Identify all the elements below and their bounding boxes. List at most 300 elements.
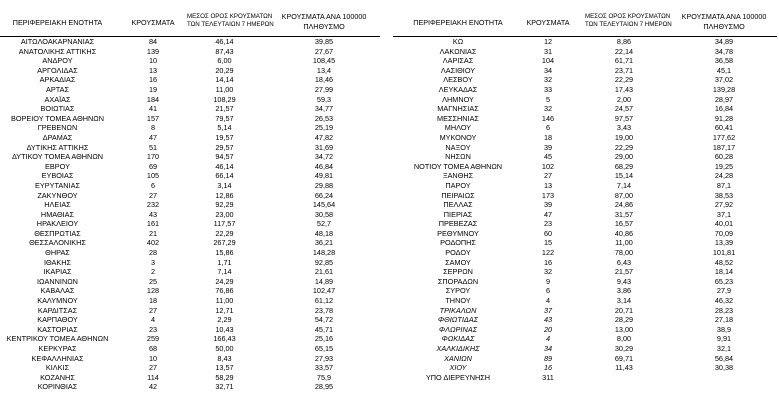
region-cell: ΑΡΓΟΛΙΔΑΣ xyxy=(37,65,78,75)
cases-cell: 104 xyxy=(541,56,555,66)
cases-cell: 28 xyxy=(148,248,158,258)
per-100k-cell: 92,85 xyxy=(314,257,334,267)
cases-cell: 146 xyxy=(541,113,555,123)
per-100k-cell: 34,78 xyxy=(714,46,734,56)
per-100k-cell: 65,15 xyxy=(314,344,334,353)
mean-cell: 30,29 xyxy=(614,344,634,353)
cases-cell: 6 xyxy=(545,286,551,296)
region-cell: ΙΩΑΝΝΙΝΩΝ xyxy=(37,276,78,286)
mean-cell: 12,71 xyxy=(215,305,234,315)
region-cell: ΥΠΟ ΔΙΕΡΕΥΝΗΣΗ xyxy=(425,372,491,382)
mean-cell: 3,43 xyxy=(616,123,632,133)
region-cell: ΡΟΔΟΠΗΣ xyxy=(440,238,476,248)
region-cell: ΘΕΣΠΡΩΤΙΑΣ xyxy=(34,228,81,238)
cases-cell: 122 xyxy=(541,248,555,258)
region-cell: ΤΡΙΚΑΛΩΝ xyxy=(439,305,477,315)
per-100k-cell: 177,62 xyxy=(712,132,736,142)
region-cell: ΜΗΛΟΥ xyxy=(444,123,472,133)
cases-cell: 27 xyxy=(148,305,158,315)
cases-cell: 60 xyxy=(543,228,553,238)
mean-cell: 50,00 xyxy=(215,344,234,353)
per-100k-cell: 27,99 xyxy=(314,84,334,94)
per-100k-cell: 56,84 xyxy=(714,353,734,363)
region-cell: ΡΟΔΟΥ xyxy=(445,248,471,258)
cases-cell: 105 xyxy=(146,171,160,181)
mean-cell: 22,29 xyxy=(215,228,234,238)
mean-cell: 32,71 xyxy=(215,382,234,392)
cases-cell: 27 xyxy=(148,363,158,373)
cases-cell: 39 xyxy=(543,200,553,210)
per-100k-cell: 65,23 xyxy=(714,276,734,286)
cases-cell: 23 xyxy=(148,324,158,334)
cases-cell: 21 xyxy=(148,228,158,238)
mean-cell: 87,00 xyxy=(614,190,634,200)
per-100k-cell: 37,02 xyxy=(714,75,734,85)
cases-cell: 43 xyxy=(148,209,158,219)
header-mean-line1: ΜΕΣΟΣ ΟΡΟΣ ΚΡΟΥΣΜΑΤΩΝ xyxy=(187,13,273,20)
cases-cell: 68 xyxy=(148,344,158,353)
mean-cell: 69,71 xyxy=(614,353,634,363)
header-region: ΠΕΡΙΦΕΡΕΙΑΚΗ ΕΝΟΤΗΤΑ xyxy=(12,18,103,27)
mean-cell: 61,71 xyxy=(614,56,634,66)
region-cell: ΣΠΟΡΑΔΩΝ xyxy=(437,276,479,286)
region-cell: ΠΙΕΡΙΑΣ xyxy=(443,209,473,219)
per-100k-cell: 87,1 xyxy=(716,180,732,190)
mean-cell: 8,00 xyxy=(616,334,632,344)
per-100k-cell: 61,12 xyxy=(314,296,334,306)
per-100k-cell: 187,17 xyxy=(712,142,736,152)
mean-cell: 22,29 xyxy=(614,75,634,85)
header-per-100k xyxy=(671,12,777,32)
region-cell: ΛΑΚΩΝΙΑΣ xyxy=(439,46,477,56)
region-cell: ΓΡΕΒΕΝΩΝ xyxy=(37,123,78,133)
per-100k-cell: 19,25 xyxy=(714,161,734,171)
per-100k-cell: 45,1 xyxy=(716,65,732,75)
per-100k-cell: 102,47 xyxy=(312,286,336,296)
mean-cell: 29,57 xyxy=(215,142,234,152)
mean-cell: 68,29 xyxy=(614,161,634,171)
per-100k-cell: 70,09 xyxy=(714,228,734,238)
cases-cell: 311 xyxy=(542,372,554,382)
region-cell: ΛΕΥΚΑΔΑΣ xyxy=(438,84,478,94)
region-cell: ΦΩΚΙΔΑΣ xyxy=(441,334,475,344)
per-100k-cell: 39,85 xyxy=(314,37,334,46)
cases-cell: 4 xyxy=(545,296,551,306)
cases-cell: 161 xyxy=(146,219,160,229)
header-mean xyxy=(187,13,274,29)
mean-cell: 11,00 xyxy=(215,84,234,94)
cases-cell: 8 xyxy=(150,123,156,133)
mean-cell: 79,57 xyxy=(215,113,234,123)
mean-cell: 66,14 xyxy=(215,171,234,181)
mean-cell: 108,29 xyxy=(213,94,236,104)
per-100k-cell: 18,14 xyxy=(714,267,734,277)
region-cell: ΚΑΡΠΑΘΟΥ xyxy=(37,315,78,325)
per-100k-cell: 24,28 xyxy=(714,171,734,181)
cases-cell: 5 xyxy=(545,94,551,104)
header-mean-line2: ΤΩΝ ΤΕΛΕΥΤΑΙΩΝ 7 ΗΜΕΡΩΝ xyxy=(585,21,672,28)
per-100k-cell: 66,24 xyxy=(314,190,334,200)
cases-cell: 15 xyxy=(543,238,553,248)
cases-cell: 32 xyxy=(543,104,553,114)
mean-cell: 2,29 xyxy=(217,315,232,325)
region-cell: ΚΕΦΑΛΛΗΝΙΑΣ xyxy=(31,353,84,363)
region-cell: ΠΡΕΒΕΖΑΣ xyxy=(438,219,478,229)
mean-cell: 22,29 xyxy=(614,142,634,152)
region-cell: ΑΝΑΤΟΛΙΚΗΣ ΑΤΤΙΚΗΣ xyxy=(18,46,97,56)
header-cases: ΚΡΟΥΣΜΑΤΑ xyxy=(131,18,175,27)
cases-cell: 6 xyxy=(150,180,156,190)
mean-cell: 21,57 xyxy=(215,104,234,114)
cases-cell: 170 xyxy=(146,152,160,162)
per-100k-cell: 108,45 xyxy=(312,56,336,66)
cases-cell: 232 xyxy=(146,200,160,210)
per-100k-cell: 36,21 xyxy=(314,238,334,248)
region-cell: ΗΜΑΘΙΑΣ xyxy=(40,209,75,219)
per-100k-cell: 25,19 xyxy=(314,123,334,133)
cases-cell: 34 xyxy=(543,65,553,75)
region-cell: ΛΗΜΝΟΥ xyxy=(442,94,474,104)
cases-cell: 10 xyxy=(148,353,158,363)
cases-cell: 69 xyxy=(148,161,158,171)
cases-cell: 16 xyxy=(543,257,553,267)
region-cell: ΕΒΡΟΥ xyxy=(45,161,70,171)
per-100k-cell: 38,9 xyxy=(716,324,732,334)
mean-cell: 19,57 xyxy=(215,132,234,142)
per-100k-cell: 27,9 xyxy=(716,286,732,296)
mean-cell: 7,14 xyxy=(616,180,632,190)
mean-cell: 46,14 xyxy=(215,161,234,171)
mean-cell: 92,29 xyxy=(215,200,234,210)
per-100k-cell: 38,53 xyxy=(714,190,734,200)
region-cell: ΝΑΞΟΥ xyxy=(445,142,471,152)
region-cell: ΚΩ xyxy=(452,37,464,46)
mean-cell: 11,00 xyxy=(215,296,234,306)
mean-cell: 9,43 xyxy=(616,276,632,286)
mean-cell: 15,86 xyxy=(215,248,234,258)
per-100k-cell: 16,84 xyxy=(714,104,734,114)
region-cell: ΤΗΝΟΥ xyxy=(445,296,471,306)
per-100k-cell: 32,1 xyxy=(716,344,732,353)
region-cell: ΜΥΚΟΝΟΥ xyxy=(439,132,477,142)
region-cell: ΣΥΡΟΥ xyxy=(445,286,471,296)
mean-cell: 267,29 xyxy=(213,238,236,248)
cases-cell: 84 xyxy=(148,37,158,46)
header-per-100k xyxy=(268,12,380,32)
region-cell: ΚΕΡΚΥΡΑΣ xyxy=(38,344,77,353)
region-cell: ΙΚΑΡΙΑΣ xyxy=(43,267,72,277)
header-per-line1: ΚΡΟΥΣΜΑΤΑ ΑΝΑ 100000 xyxy=(681,12,767,21)
mean-cell: 28,29 xyxy=(614,315,634,325)
per-100k-cell: 145,64 xyxy=(312,200,336,210)
cases-cell: 32 xyxy=(543,75,553,85)
mean-cell: 13,00 xyxy=(614,324,634,334)
cases-cell: 51 xyxy=(148,142,158,152)
cases-cell: 20 xyxy=(543,324,553,334)
cases-cell: 27 xyxy=(148,190,158,200)
per-100k-cell: 139,28 xyxy=(712,84,736,94)
per-100k-cell: 18,46 xyxy=(314,75,334,85)
region-cell: ΔΥΤΙΚΟΥ ΤΟΜΕΑ ΑΘΗΝΩΝ xyxy=(11,152,104,162)
cases-cell: 19 xyxy=(148,84,158,94)
cases-cell: 18 xyxy=(148,296,158,306)
per-100k-cell: 13,4 xyxy=(316,65,332,75)
region-cell: ΚΙΛΚΙΣ xyxy=(45,363,70,373)
header-mean-line2: ΤΩΝ ΤΕΛΕΥΤΑΙΩΝ 7 ΗΜΕΡΩΝ xyxy=(187,21,274,28)
per-100k-cell: 60,28 xyxy=(714,152,734,162)
region-cell: ΚΕΝΤΡΙΚΟΥ ΤΟΜΕΑ ΑΘΗΝΩΝ xyxy=(6,334,109,344)
per-100k-cell: 34,72 xyxy=(314,152,334,162)
mean-cell: 23,00 xyxy=(215,209,234,219)
per-100k-cell: 30,38 xyxy=(714,363,734,373)
region-cell: ΝΗΣΩΝ xyxy=(445,152,471,162)
mean-cell: 29,00 xyxy=(614,152,634,162)
cases-cell: 2 xyxy=(150,267,156,277)
mean-cell: 40,86 xyxy=(614,228,634,238)
mean-cell: 13,57 xyxy=(215,363,234,373)
cases-cell: 114 xyxy=(147,372,159,382)
region-cell: ΚΟΡΙΝΘΙΑΣ xyxy=(37,382,78,392)
cases-cell: 32 xyxy=(543,267,553,277)
region-cell: ΣΕΡΡΩΝ xyxy=(443,267,473,277)
header-per-line2: ΠΛΗΘΥΣΜΟ xyxy=(703,22,745,31)
per-100k-cell: 25,16 xyxy=(314,334,334,344)
per-100k-cell: 31,69 xyxy=(314,142,334,152)
per-100k-cell: 40,01 xyxy=(714,219,734,229)
per-100k-cell: 36,58 xyxy=(714,56,734,66)
cases-cell: 139 xyxy=(146,46,160,56)
mean-cell: 8,86 xyxy=(616,37,632,46)
cases-cell: 128 xyxy=(146,286,160,296)
per-100k-cell: 28,95 xyxy=(314,382,334,392)
cases-cell: 25 xyxy=(148,276,158,286)
mean-cell: 46,14 xyxy=(215,37,234,46)
cases-cell: 13 xyxy=(543,180,553,190)
region-cell: ΘΗΡΑΣ xyxy=(45,248,70,258)
cases-cell: 33 xyxy=(543,84,553,94)
per-100k-cell: 34,77 xyxy=(314,104,334,114)
region-cell: ΒΟΡΕΙΟΥ ΤΟΜΕΑ ΑΘΗΝΩΝ xyxy=(10,113,105,123)
mean-cell: 7,14 xyxy=(217,267,232,277)
mean-cell: 58,29 xyxy=(215,372,234,382)
region-cell: ΧΑΛΚΙΔΙΚΗΣ xyxy=(436,344,480,353)
region-cell: ΣΑΜΟΥ xyxy=(445,257,471,267)
cases-cell: 18 xyxy=(543,132,553,142)
region-cell: ΚΟΖΑΝΗΣ xyxy=(40,372,75,382)
cases-cell: 10 xyxy=(148,56,158,66)
per-100k-cell: 13,39 xyxy=(714,238,734,248)
region-cell: ΦΛΩΡΙΝΑΣ xyxy=(439,324,477,334)
cases-cell: 184 xyxy=(146,94,160,104)
mean-cell: 12,86 xyxy=(215,190,234,200)
mean-cell: 117,57 xyxy=(213,219,236,229)
per-100k-cell: 46,84 xyxy=(314,161,334,171)
per-100k-cell: 59,3 xyxy=(316,94,332,104)
cases-cell: 6 xyxy=(545,123,551,133)
cases-cell: 157 xyxy=(146,113,160,123)
region-cell: ΜΑΓΝΗΣΙΑΣ xyxy=(437,104,479,114)
mean-cell: 11,00 xyxy=(615,238,633,248)
cases-cell: 102 xyxy=(541,161,555,171)
mean-cell: 10,43 xyxy=(215,324,234,334)
region-cell: ΑΙΤΩΛΟΑΚΑΡΝΑΝΙΑΣ xyxy=(20,37,95,46)
per-100k-cell: 34,89 xyxy=(714,37,734,46)
per-100k-cell: 21,61 xyxy=(314,267,334,277)
cases-cell: 39 xyxy=(543,142,553,152)
region-cell: ΒΟΙΩΤΙΑΣ xyxy=(40,104,75,114)
header-per-line1: ΚΡΟΥΣΜΑΤΑ ΑΝΑ 100000 xyxy=(281,12,367,21)
mean-cell: 14,14 xyxy=(215,75,234,85)
region-cell: ΑΡΤΑΣ xyxy=(45,84,70,94)
region-cell: ΛΑΣΙΘΙΟΥ xyxy=(440,65,476,75)
mean-cell: 2,00 xyxy=(616,94,632,104)
cases-cell: 89 xyxy=(543,353,553,363)
per-100k-cell: 29,88 xyxy=(314,180,334,190)
region-cell: ΙΘΑΚΗΣ xyxy=(43,257,72,267)
cases-cell: 37 xyxy=(543,305,553,315)
region-cell: ΔΡΑΜΑΣ xyxy=(42,132,73,142)
cases-cell: 23 xyxy=(543,219,553,229)
per-100k-cell: 33,57 xyxy=(314,363,334,373)
region-cell: ΑΝΔΡΟΥ xyxy=(42,56,73,66)
region-cell: ΞΑΝΘΗΣ xyxy=(442,171,474,181)
per-100k-cell: 37,1 xyxy=(716,209,732,219)
mean-cell: 3,86 xyxy=(616,286,632,296)
mean-cell: 21,57 xyxy=(614,267,634,277)
cases-cell: 47 xyxy=(543,209,553,219)
per-100k-cell: 48,52 xyxy=(714,257,734,267)
cases-cell: 27 xyxy=(543,171,553,181)
cases-cell: 402 xyxy=(146,238,160,248)
mean-cell: 24,57 xyxy=(614,104,634,114)
region-cell: ΠΑΡΟΥ xyxy=(445,180,471,190)
region-cell: ΛΕΣΒΟΥ xyxy=(443,75,473,85)
mean-cell: 17,43 xyxy=(614,84,634,94)
region-cell: ΠΕΙΡΑΙΩΣ xyxy=(441,190,475,200)
cases-cell: 16 xyxy=(543,363,553,373)
per-100k-cell: 101,81 xyxy=(712,248,736,258)
cases-cell: 12 xyxy=(543,37,553,46)
mean-cell: 76,86 xyxy=(215,286,234,296)
region-cell: ΛΑΡΙΣΑΣ xyxy=(442,56,474,66)
header-cases: ΚΡΟΥΣΜΑΤΑ xyxy=(526,18,570,27)
region-cell: ΜΕΣΣΗΝΙΑΣ xyxy=(437,113,479,123)
cases-cell: 4 xyxy=(545,334,551,344)
mean-cell: 3,14 xyxy=(616,296,632,306)
per-100k-cell: 9,91 xyxy=(716,334,732,344)
header-per-line2: ΠΛΗΘΥΣΜΟ xyxy=(303,22,345,31)
per-100k-cell: 60,41 xyxy=(714,123,734,133)
mean-cell: 15,14 xyxy=(614,171,634,181)
region-cell: ΘΕΣΣΑΛΟΝΙΚΗΣ xyxy=(29,238,86,248)
per-100k-cell: 28,97 xyxy=(714,94,734,104)
per-100k-cell: 27,67 xyxy=(314,46,334,56)
cases-cell: 173 xyxy=(541,190,555,200)
per-100k-cell: 28,23 xyxy=(714,305,734,315)
mean-cell: 20,71 xyxy=(614,305,634,315)
mean-cell: 8,43 xyxy=(217,353,232,363)
mean-cell: 31,57 xyxy=(614,209,634,219)
header-mean xyxy=(585,13,672,29)
cases-cell: 259 xyxy=(146,334,160,344)
per-100k-cell: 14,89 xyxy=(314,276,334,286)
region-cell: ΗΛΕΙΑΣ xyxy=(44,200,71,210)
per-100k-cell: 148,28 xyxy=(312,248,336,258)
per-100k-cell: 49,81 xyxy=(314,171,334,181)
mean-cell: 19,00 xyxy=(614,132,634,142)
per-100k-cell: 45,71 xyxy=(314,324,334,334)
mean-cell: 16,57 xyxy=(614,219,634,229)
mean-cell: 6,00 xyxy=(217,56,232,66)
cases-cell: 43 xyxy=(543,315,553,325)
mean-cell: 23,71 xyxy=(614,65,634,75)
per-100k-cell: 27,93 xyxy=(314,353,334,363)
cases-cell: 34 xyxy=(543,344,553,353)
per-100k-cell: 54,72 xyxy=(314,315,334,325)
mean-cell: 20,29 xyxy=(215,65,234,75)
per-100k-cell: 52,7 xyxy=(316,219,332,229)
region-cell: ΠΕΛΛΑΣ xyxy=(443,200,473,210)
per-100k-cell: 27,18 xyxy=(714,315,734,325)
region-cell: ΝΟΤΙΟΥ ΤΟΜΕΑ ΑΘΗΝΩΝ xyxy=(413,161,503,171)
region-cell: ΚΑΒΑΛΑΣ xyxy=(40,286,75,296)
mean-cell: 24,29 xyxy=(215,276,234,286)
cases-cell: 4 xyxy=(150,315,156,325)
cases-cell: 47 xyxy=(148,132,158,142)
mean-cell: 87,43 xyxy=(215,46,234,56)
mean-cell: 24,86 xyxy=(614,200,634,210)
header-mean-line1: ΜΕΣΟΣ ΟΡΟΣ ΚΡΟΥΣΜΑΤΩΝ xyxy=(585,13,671,20)
region-cell: ΡΕΘΥΜΝΟΥ xyxy=(437,228,479,238)
cases-cell: 13 xyxy=(148,65,158,75)
per-100k-cell: 26,53 xyxy=(314,113,334,123)
region-cell: ΧΙΟΥ xyxy=(449,363,467,373)
header-region: ΠΕΡΙΦΕΡΕΙΑΚΗ ΕΝΟΤΗΤΑ xyxy=(413,18,503,27)
region-cell: ΚΑΣΤΟΡΙΑΣ xyxy=(37,324,78,334)
cases-cell: 41 xyxy=(148,104,158,114)
mean-cell: 6,43 xyxy=(616,257,632,267)
region-cell: ΦΘΙΩΤΙΔΑΣ xyxy=(438,315,478,325)
per-100k-cell: 75,9 xyxy=(316,372,332,382)
cases-cell: 3 xyxy=(150,257,156,267)
region-cell: ΑΧΑΪΑΣ xyxy=(44,94,71,104)
cases-cell: 16 xyxy=(148,75,158,85)
region-cell: ΑΡΚΑΔΙΑΣ xyxy=(39,75,76,85)
region-cell: ΕΥΡΥΤΑΝΙΑΣ xyxy=(35,180,80,190)
mean-cell: 1,71 xyxy=(217,257,232,267)
per-100k-cell: 27,92 xyxy=(714,200,734,210)
mean-cell: 11,43 xyxy=(615,363,633,373)
per-100k-cell: 23,78 xyxy=(314,305,334,315)
region-cell: ΗΡΑΚΛΕΙΟΥ xyxy=(36,219,79,229)
per-100k-cell: 91,28 xyxy=(714,113,734,123)
region-cell: ΚΑΡΔΙΤΣΑΣ xyxy=(37,305,78,315)
mean-cell: 5,14 xyxy=(217,123,232,133)
mean-cell: 94,57 xyxy=(215,152,234,162)
region-cell: ΔΥΤΙΚΗΣ ΑΤΤΙΚΗΣ xyxy=(26,142,89,152)
cases-cell: 42 xyxy=(148,382,158,392)
cases-cell: 45 xyxy=(543,152,553,162)
mean-cell: 3,14 xyxy=(217,180,232,190)
cases-cell: 9 xyxy=(545,276,551,286)
per-100k-cell: 46,32 xyxy=(714,296,734,306)
region-cell: ΖΑΚΥΝΘΟΥ xyxy=(37,190,78,200)
region-cell: ΚΑΛΥΜΝΟΥ xyxy=(37,296,78,306)
mean-cell: 78,00 xyxy=(614,248,634,258)
cases-cell: 31 xyxy=(543,46,553,56)
region-cell: ΕΥΒΟΙΑΣ xyxy=(41,171,74,181)
per-100k-cell: 30,58 xyxy=(314,209,334,219)
